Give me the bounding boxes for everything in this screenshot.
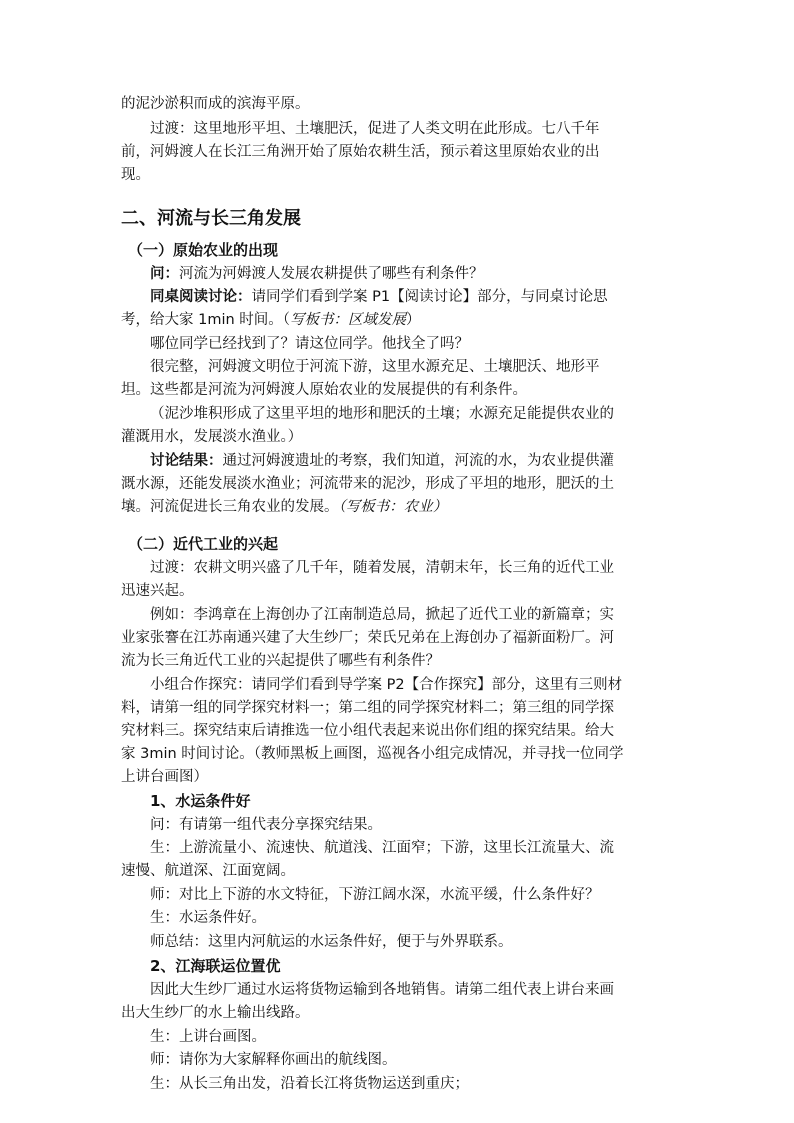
paragraph-line: 生：上游流量小、流速快、航道浅、江面窄；下游，这里长江流量大、流 <box>150 840 614 856</box>
paragraph-line: 出大生纱厂的水上输出线路。 <box>121 1005 310 1021</box>
paragraph-line: 生：从长三角出发，沿着长江将货物运送到重庆； <box>150 1076 469 1092</box>
result-text: 壤。河流促进长三角农业的发展。 <box>121 499 339 515</box>
paragraph-line <box>121 497 447 517</box>
discussion-line-2 <box>121 310 421 330</box>
paragraph-line: 很完整，河姆渡文明位于河流下游，这里水源充足、土壤肥沃、地形平 <box>150 359 600 375</box>
paragraph-line: 小组合作探究：请同学们看到导学案 P2【合作探究】部分，这里有三则材 <box>150 677 623 693</box>
item-heading: 2、江海联运位置优 <box>150 957 281 975</box>
discussion-text: ） <box>406 312 421 328</box>
item-heading: 1、水运条件好 <box>150 792 251 810</box>
paragraph-line: 师：请你为大家解释你画出的航线图。 <box>150 1052 397 1068</box>
paragraph-line: 因此大生纱厂通过水运将货物运输到各地销售。请第二组代表上讲台来画 <box>150 982 614 998</box>
paragraph-line: 生：上讲台画图。 <box>150 1029 266 1045</box>
paragraph-line: 师：对比上下游的水文特征，下游江阔水深，水流平缓，什么条件好？ <box>150 887 600 903</box>
paragraph-line: 上讲台画图） <box>121 769 208 785</box>
paragraph-line: 迅速兴起。 <box>121 583 194 599</box>
paragraph-line: 师总结：这里内河航运的水运条件好，便于与外界联系。 <box>150 934 513 950</box>
blackboard-note: 写板书：区域发展 <box>290 312 407 328</box>
result-line <box>150 451 614 471</box>
paragraph-line: 究材料三。探究结束后请推选一位小组代表起来说出你们组的探究结果。给大 <box>121 723 614 739</box>
result-label: 讨论结果： <box>150 453 223 469</box>
discussion-text: 请同学们看到学案 P1【阅读讨论】部分，与同桌讨论思 <box>251 289 608 305</box>
paragraph-line: 前，河姆渡人在长江三角洲开始了原始农耕生活，预示着这里原始农业的出 <box>121 144 600 160</box>
discussion-line <box>150 287 608 307</box>
paragraph-line: 坦。这些都是河流为河姆渡人原始农业的发展提供的有利条件。 <box>121 382 527 398</box>
paragraph-line: 过渡：农耕文明兴盛了几千年，随着发展，清朝末年，长三角的近代工业 <box>150 560 614 576</box>
paragraph-line: 灌溉用水，发展淡水渔业。） <box>121 429 303 445</box>
paragraph-line: 问：有请第一组代表分享探究结果。 <box>150 817 382 833</box>
result-text: 通过河姆渡遗址的考察，我们知道，河流的水，为农业提供灌 <box>222 453 614 469</box>
question-line <box>150 264 484 284</box>
paragraph-line: 哪位同学已经找到了？请这位同学。他找全了吗？ <box>150 336 469 352</box>
blackboard-note: （写板书：农业） <box>338 499 448 515</box>
paragraph-line: 速慢、航道深、江面宽阔。 <box>121 863 295 879</box>
paragraph-line: 生：水运条件好。 <box>150 910 266 926</box>
paragraph-line: 溉水源，还能发展淡水渔业；河流带来的泥沙，形成了平坦的地形，肥沃的土 <box>121 476 614 492</box>
paragraph-line: 流为长三角近代工业的兴起提供了哪些有利条件？ <box>121 653 440 669</box>
subsection-heading: （一）原始农业的出现 <box>128 241 279 259</box>
paragraph-line: 业家张謇在江苏南通兴建了大生纱厂；荣氏兄弟在上海创办了福新面粉厂。河 <box>121 630 614 646</box>
paragraph-line: 的泥沙淤积而成的滨海平原。 <box>121 96 310 112</box>
paragraph-line: 例如：李鸿章在上海创办了江南制造总局，掀起了近代工业的新篇章；实 <box>150 607 614 623</box>
question-label: 问： <box>150 266 179 282</box>
subsection-heading: （二）近代工业的兴起 <box>128 535 279 553</box>
paragraph-line: 现。 <box>121 167 150 183</box>
paragraph-line: 料，请第一组的同学探究材料一；第二组的同学探究材料二；第三组的同学探 <box>121 700 614 716</box>
transition-paragraph: 过渡：这里地形平坦、土壤肥沃，促进了人类文明在此形成。七八千年 <box>150 121 600 137</box>
question-text: 河流为河姆渡人发展农耕提供了哪些有利条件？ <box>179 266 484 282</box>
discussion-text: 考，给大家 1min 时间。（ <box>121 312 291 328</box>
discussion-label: 同桌阅读讨论： <box>150 289 252 305</box>
paragraph-line: （泥沙堆积形成了这里平坦的地形和肥沃的土壤；水源充足能提供农业的 <box>150 406 614 422</box>
section-heading: 二、河流与长三角发展 <box>121 208 301 229</box>
paragraph-line: 家 3min 时间讨论。（教师黑板上画图，巡视各小组完成情况，并寻找一位同学 <box>121 746 624 762</box>
